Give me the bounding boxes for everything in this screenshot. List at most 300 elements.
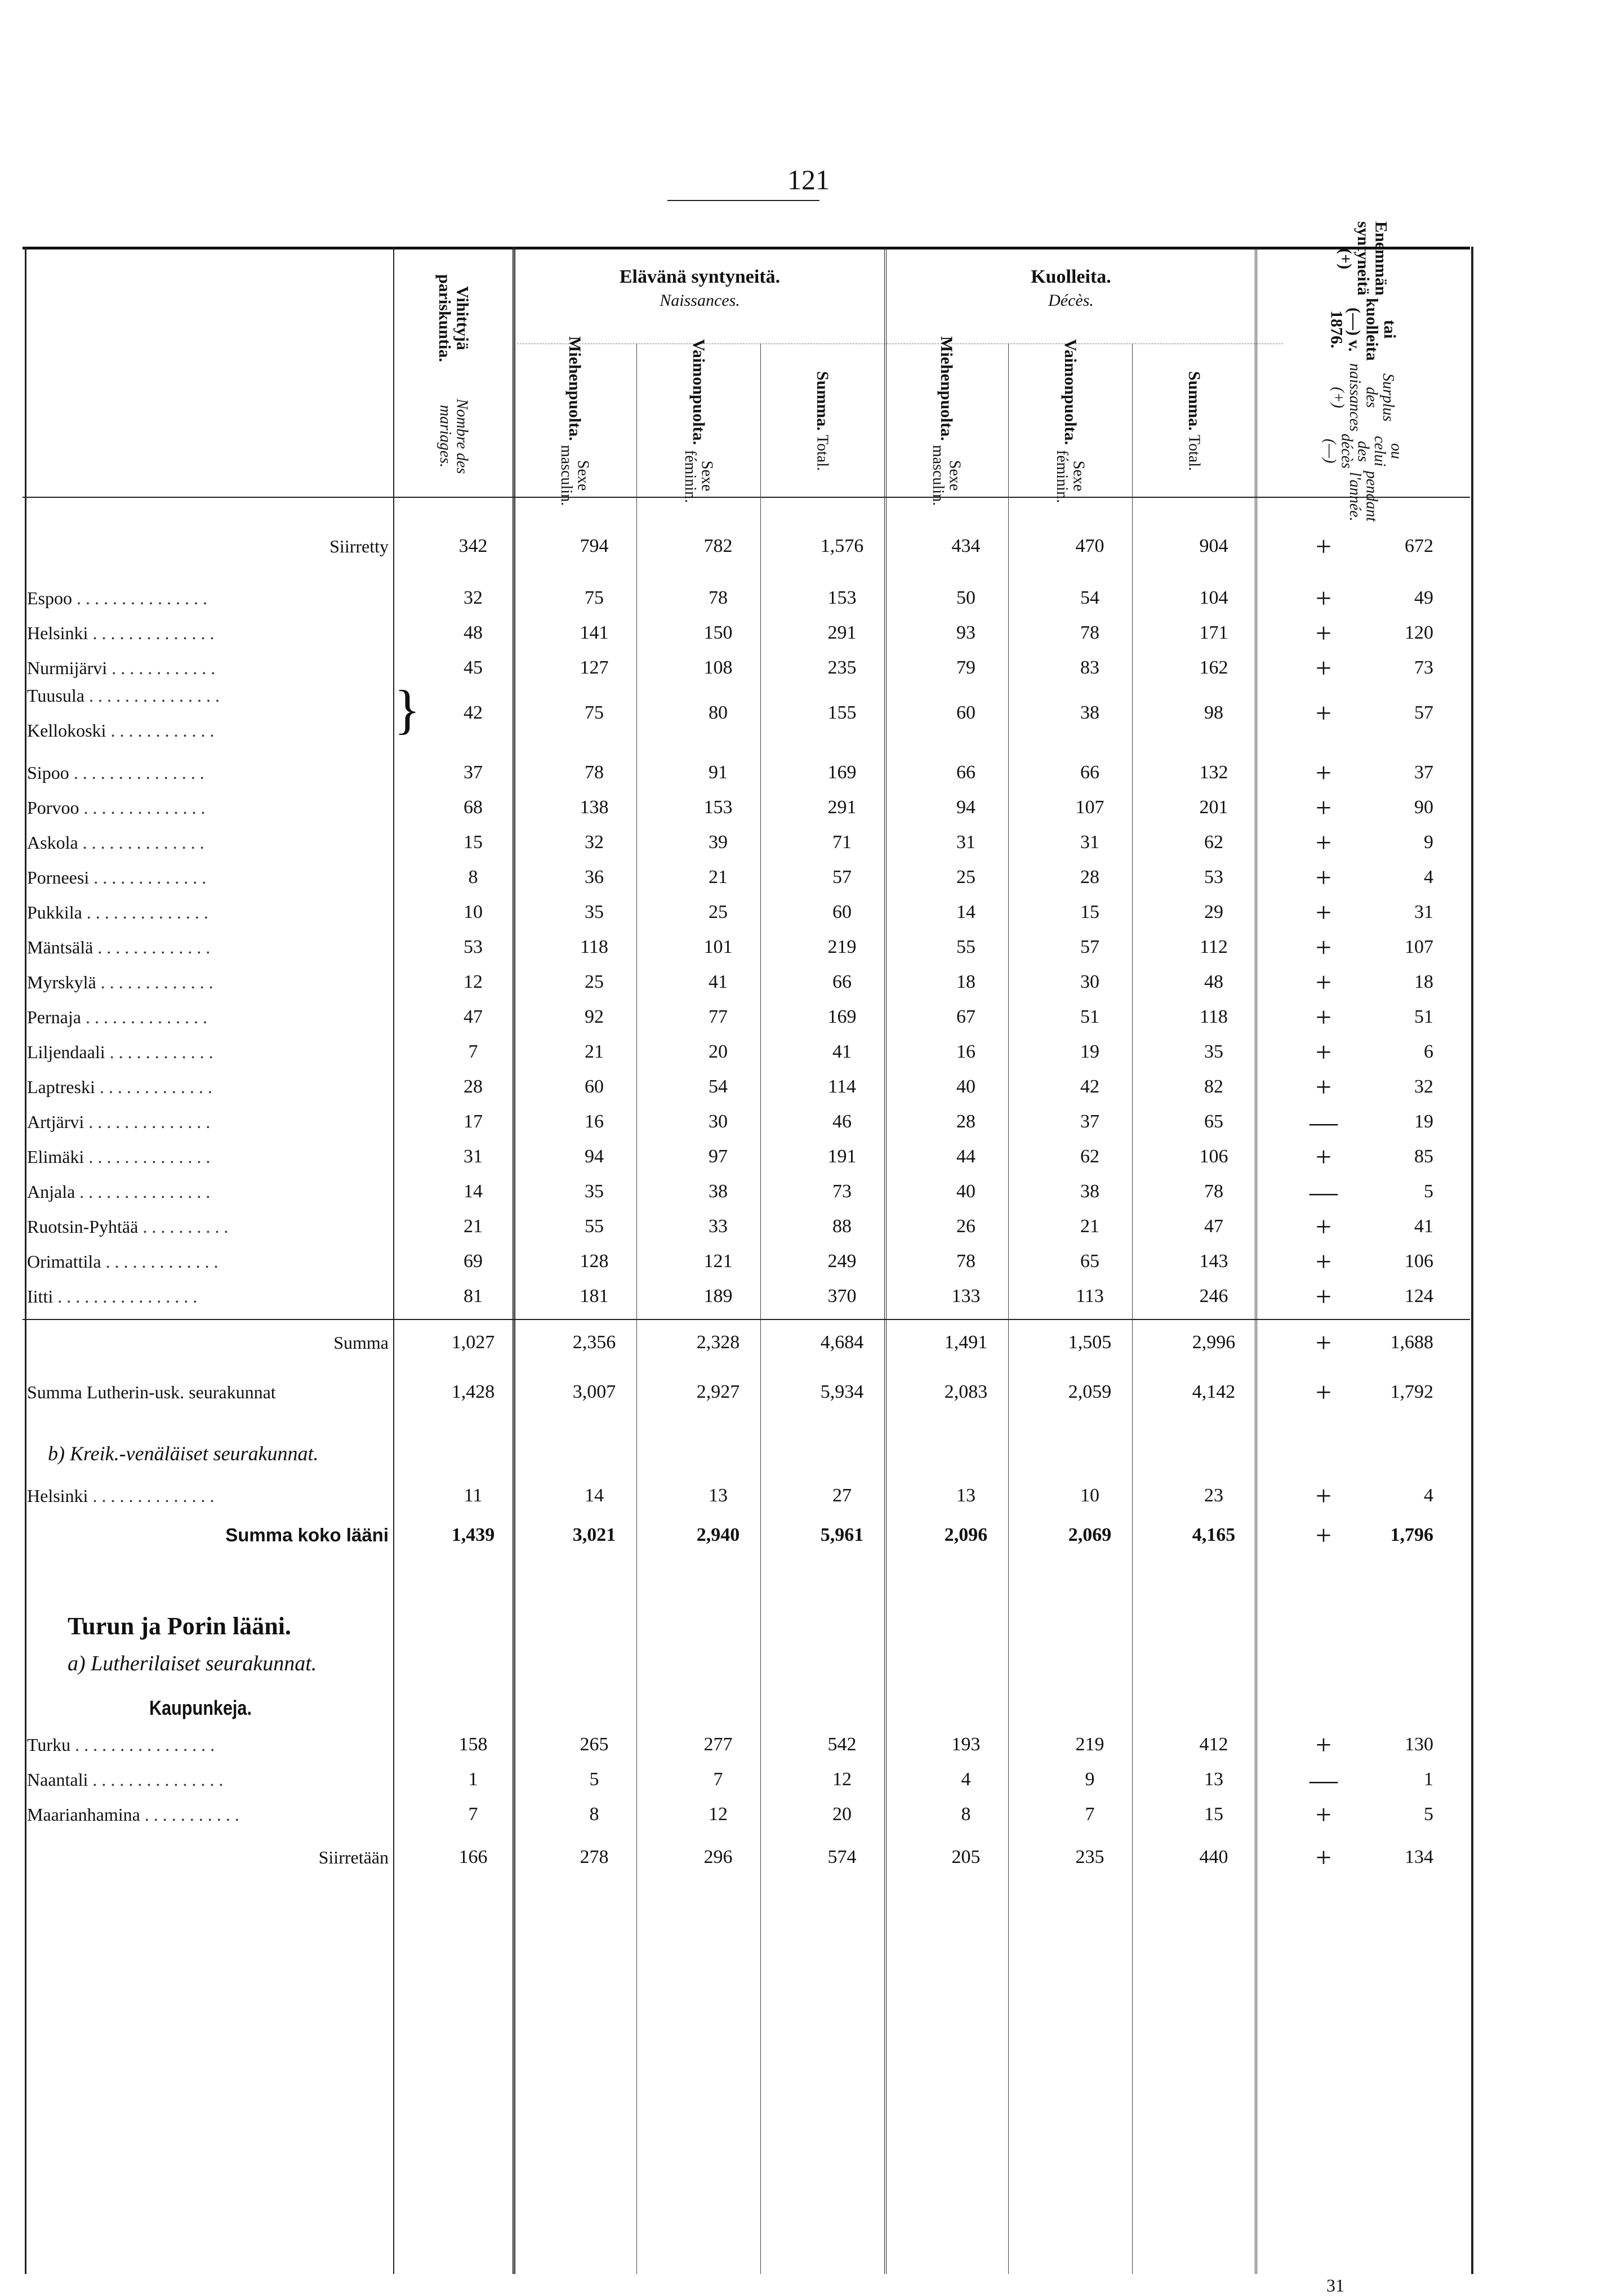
table-row [0,1764,1617,1795]
cell-deaths-female: 107 [1075,797,1104,818]
cell-births-male: 60 [585,1076,604,1097]
cell-births-total: 1,576 [820,536,864,556]
table-row [0,1246,1617,1277]
surplus-value: 107 [1405,937,1433,957]
cell-deaths-female: 21 [1080,1216,1099,1237]
cell-marriages: 166 [458,1847,488,1867]
cell-marriages: 10 [464,902,483,922]
cell-births-female: 7 [713,1769,723,1790]
table-row [0,862,1617,893]
table-row [0,1799,1617,1830]
header-births-total: Summa. Total. [813,371,832,471]
cell-deaths-female: 1,505 [1068,1332,1112,1353]
cell-deaths-total: 62 [1204,832,1223,853]
cell-marriages: 8 [468,867,478,888]
cell-marriages: 12 [464,971,483,992]
surplus-value: 73 [1414,657,1433,678]
surplus-sign: + [1315,931,1332,963]
header-surplus: Enemmän syntyneitä (+) tai kuolleita (—) v. 1876. Surplus des naissances (+) ou celui des décès (—) pendant l'année. [1321,221,1405,522]
cell-marriages: 31 [464,1146,483,1167]
cell-births-total: 542 [827,1734,857,1755]
cell-births-total: 46 [832,1111,852,1132]
row-label: Summa Lutherin-usk. seurakunnat [27,1382,276,1402]
surplus-sign: — [1309,1176,1338,1207]
row-label: Maarianhamina . . . . . . . . . . . [27,1804,239,1825]
cell-deaths-total: 78 [1204,1181,1223,1202]
table-row [0,1036,1617,1068]
surplus-value: 37 [1414,762,1433,783]
cell-marriages: 11 [464,1485,483,1506]
cell-deaths-female: 470 [1075,536,1104,556]
cell-marriages: 7 [468,1041,478,1062]
cell-deaths-total: 4,165 [1192,1524,1236,1545]
cell-marriages: 17 [464,1111,483,1132]
cell-deaths-female: 15 [1080,902,1099,922]
cell-deaths-total: 143 [1199,1251,1228,1272]
cell-births-female: 25 [709,902,728,922]
row-label: Summa [333,1332,389,1353]
header-births: Elävänä syntyneitä. Naissances. [619,266,781,310]
cell-births-male: 75 [585,587,604,608]
cell-deaths-total: 4,142 [1192,1381,1236,1402]
table-row [0,1001,1617,1033]
cell-births-female: 30 [709,1111,728,1132]
table-top-rule [23,247,1470,249]
cell-marriages: 48 [464,622,483,643]
surplus-sign: + [1315,617,1332,649]
cell-deaths-female: 42 [1080,1076,1099,1097]
surplus-value: 85 [1414,1146,1433,1167]
cell-births-male: 14 [585,1485,604,1506]
table-row [0,1176,1617,1207]
row-label: Laptreski . . . . . . . . . . . . . [27,1077,212,1097]
row-label: Helsinki . . . . . . . . . . . . . . [27,1486,215,1506]
surplus-sign: + [1315,1211,1332,1242]
cell-births-female: 108 [703,657,733,678]
surplus-sign: + [1315,757,1332,788]
cell-births-total: 20 [832,1804,852,1825]
cell-marriages: 69 [464,1251,483,1272]
cell-births-male: 794 [580,536,609,556]
cell-marriages: 68 [464,797,483,818]
cell-marriages: 81 [464,1286,483,1307]
cell-births-male: 94 [585,1146,604,1167]
table-row [0,1071,1617,1103]
cell-marriages: 47 [464,1006,483,1027]
cell-deaths-male: 94 [956,797,975,818]
cell-deaths-male: 16 [956,1041,975,1062]
cell-births-total: 5,934 [820,1381,864,1402]
cell-deaths-total: 118 [1200,1006,1228,1027]
cell-marriages: 42 [464,702,483,723]
cell-births-female: 153 [703,797,733,818]
row-label: Tuusula . . . . . . . . . . . . . . . [27,685,220,706]
surplus-value: 18 [1414,971,1433,992]
cell-deaths-female: 219 [1075,1734,1104,1755]
cell-deaths-female: 9 [1085,1769,1095,1790]
cell-deaths-total: 412 [1199,1734,1228,1755]
cell-deaths-total: 171 [1199,622,1228,643]
surplus-value: 9 [1424,832,1433,853]
row-label: Anjala . . . . . . . . . . . . . . . [27,1182,211,1202]
cell-marriages: 28 [464,1076,483,1097]
section-kaupunkeja: Kaupunkeja. [149,1696,252,1719]
table-row [0,827,1617,858]
table-row [0,1106,1617,1138]
row-label: Orimattila . . . . . . . . . . . . . [27,1251,219,1272]
cell-deaths-male: 8 [961,1804,971,1825]
cell-births-female: 20 [709,1041,728,1062]
surplus-value: 124 [1405,1286,1433,1307]
surplus-sign: + [1315,697,1332,729]
cell-births-total: 73 [832,1181,852,1202]
surplus-sign: + [1315,966,1332,998]
table-row [0,1141,1617,1172]
brace-icon: } [394,679,421,739]
row-label: Porvoo . . . . . . . . . . . . . . [27,797,206,818]
cell-births-total: 291 [827,797,857,818]
section-lutherilaiset: a) Lutherilaiset seurakunnat. [68,1652,317,1675]
surplus-sign: + [1315,530,1332,562]
cell-deaths-total: 162 [1199,657,1228,678]
row-label: Ruotsin-Pyhtää . . . . . . . . . . [27,1216,229,1237]
cell-births-total: 114 [828,1076,856,1097]
row-label: Myrskylä . . . . . . . . . . . . . [27,972,213,992]
cell-deaths-female: 62 [1080,1146,1099,1167]
cell-marriages: 1,027 [451,1332,495,1353]
footer-number: 31 [1326,2275,1344,2295]
cell-deaths-female: 78 [1080,622,1099,643]
surplus-value: 130 [1405,1734,1433,1755]
surplus-value: 1 [1424,1769,1433,1790]
row-label: Sipoo . . . . . . . . . . . . . . . [27,763,204,783]
surplus-sign: + [1315,1036,1332,1068]
surplus-value: 41 [1414,1216,1433,1237]
page-number: 121 [787,164,830,195]
cell-deaths-male: 26 [956,1216,975,1237]
row-label: Iitti . . . . . . . . . . . . . . . . [27,1286,198,1307]
header-births-female: Vaimonpuolta. Sexe féminin. [681,339,716,503]
surplus-value: 4 [1424,867,1433,888]
surplus-value: 672 [1405,536,1433,556]
cell-deaths-male: 66 [956,762,975,783]
cell-deaths-female: 113 [1076,1286,1104,1307]
cell-deaths-male: 434 [951,536,981,556]
cell-deaths-total: 132 [1199,762,1228,783]
row-label: Siirretään [318,1847,389,1867]
cell-births-female: 77 [709,1006,728,1027]
surplus-sign: + [1315,827,1332,858]
row-label: Summa koko lääni [225,1524,389,1545]
surplus-value: 4 [1424,1485,1433,1506]
cell-births-total: 66 [832,971,852,992]
cell-births-female: 782 [703,536,733,556]
table-row [0,1480,1617,1512]
cell-deaths-total: 440 [1199,1847,1228,1867]
cell-deaths-total: 2,996 [1192,1332,1236,1353]
surplus-sign: + [1315,1001,1332,1033]
surplus-sign: — [1309,1764,1338,1795]
surplus-sign: + [1315,1281,1332,1312]
table-row [0,1327,1617,1358]
header-deaths-female: Vaimonpuolta. Sexe féminin. [1053,339,1088,503]
cell-deaths-female: 7 [1085,1804,1095,1825]
row-label: Pernaja . . . . . . . . . . . . . . [27,1007,207,1027]
table-row [0,1376,1617,1408]
cell-births-male: 78 [585,762,604,783]
cell-deaths-male: 25 [956,867,975,888]
cell-births-total: 574 [827,1847,857,1867]
cell-deaths-male: 31 [956,832,975,853]
header-marriages: Vihittyjä pariskuntia. Nombre des mariages. [435,274,472,474]
cell-deaths-male: 79 [956,657,975,678]
cell-deaths-total: 53 [1204,867,1223,888]
cell-deaths-total: 65 [1204,1111,1223,1132]
cell-marriages: 1 [468,1769,478,1790]
summa-rule [23,1319,1470,1320]
table-row [0,966,1617,998]
cell-marriages: 37 [464,762,483,783]
cell-births-male: 5 [589,1769,599,1790]
surplus-sign: + [1315,1376,1332,1408]
cell-births-total: 27 [832,1485,852,1506]
page-number-rule [667,200,819,201]
cell-births-total: 235 [827,657,857,678]
cell-births-male: 36 [585,867,604,888]
surplus-value: 90 [1414,797,1433,818]
row-label: Mäntsälä . . . . . . . . . . . . . [27,937,211,957]
cell-births-total: 41 [832,1041,852,1062]
table-row [0,1211,1617,1242]
cell-births-total: 155 [827,702,857,723]
header-deaths-male: Miehenpuolta. Sexe masculin. [929,336,964,506]
row-label: Elimäki . . . . . . . . . . . . . . [27,1147,211,1167]
cell-births-female: 80 [709,702,728,723]
cell-births-total: 191 [827,1146,857,1167]
cell-births-male: 21 [585,1041,604,1062]
table-row [0,757,1617,788]
surplus-value: 31 [1414,902,1433,922]
surplus-sign: + [1315,582,1332,614]
cell-births-total: 153 [827,587,857,608]
table-row [0,617,1617,649]
cell-births-female: 54 [709,1076,728,1097]
cell-births-female: 2,927 [696,1381,740,1402]
cell-births-male: 55 [585,1216,604,1237]
surplus-value: 134 [1405,1847,1433,1867]
cell-deaths-total: 48 [1204,971,1223,992]
cell-deaths-male: 78 [956,1251,975,1272]
cell-births-female: 189 [703,1286,733,1307]
cell-deaths-male: 193 [951,1734,981,1755]
cell-deaths-male: 1,491 [944,1332,988,1353]
cell-births-female: 39 [709,832,728,853]
surplus-value: 57 [1414,702,1433,723]
cell-deaths-female: 38 [1080,1181,1099,1202]
cell-deaths-male: 67 [956,1006,975,1027]
surplus-sign: + [1315,1842,1332,1873]
cell-deaths-total: 29 [1204,902,1223,922]
cell-deaths-male: 13 [956,1485,975,1506]
row-label: Porneesi . . . . . . . . . . . . . [27,867,207,888]
cell-deaths-female: 65 [1080,1251,1099,1272]
cell-deaths-total: 15 [1204,1804,1223,1825]
surplus-value: 5 [1424,1804,1433,1825]
surplus-value: 6 [1424,1041,1433,1062]
cell-deaths-total: 47 [1204,1216,1223,1237]
header-deaths: Kuolleita. Décès. [1031,266,1111,310]
surplus-value: 49 [1414,587,1433,608]
table-row [0,1729,1617,1760]
table-row [0,897,1617,928]
cell-deaths-total: 246 [1199,1286,1228,1307]
cell-deaths-male: 93 [956,622,975,643]
table-row [0,792,1617,823]
cell-deaths-male: 133 [951,1286,981,1307]
table-row [0,1519,1617,1551]
cell-deaths-male: 2,096 [944,1524,988,1545]
cell-deaths-female: 28 [1080,867,1099,888]
cell-marriages: 21 [464,1216,483,1237]
cell-births-total: 4,684 [820,1332,864,1353]
cell-births-female: 2,940 [696,1524,740,1545]
cell-deaths-female: 51 [1080,1006,1099,1027]
cell-births-total: 169 [827,762,857,783]
row-label: Helsinki . . . . . . . . . . . . . . [27,623,215,643]
cell-deaths-female: 37 [1080,1111,1099,1132]
surplus-sign: + [1315,792,1332,823]
surplus-value: 19 [1414,1111,1433,1132]
cell-births-female: 2,328 [696,1332,740,1353]
section-kreik: b) Kreik.-venäläiset seurakunnat. [48,1442,319,1465]
surplus-sign: — [1309,1106,1338,1138]
cell-deaths-total: 112 [1200,937,1228,957]
cell-births-male: 3,021 [572,1524,616,1545]
cell-deaths-female: 54 [1080,587,1099,608]
table-row [0,1842,1617,1873]
cell-births-female: 38 [709,1181,728,1202]
cell-marriages: 14 [464,1181,483,1202]
surplus-value: 5 [1424,1181,1433,1202]
cell-marriages: 45 [464,657,483,678]
cell-deaths-male: 2,083 [944,1381,988,1402]
cell-deaths-female: 10 [1080,1485,1099,1506]
surplus-sign: + [1315,652,1332,684]
cell-births-male: 278 [580,1847,609,1867]
cell-deaths-female: 19 [1080,1041,1099,1062]
cell-deaths-male: 205 [951,1847,981,1867]
cell-deaths-female: 57 [1080,937,1099,957]
cell-deaths-female: 38 [1080,702,1099,723]
cell-deaths-male: 14 [956,902,975,922]
header-births-male: Miehenpuolta. Sexe masculin. [558,336,592,506]
cell-marriages: 7 [468,1804,478,1825]
row-label: Liljendaali . . . . . . . . . . . . [27,1042,213,1062]
surplus-value: 32 [1414,1076,1433,1097]
surplus-sign: + [1315,1799,1332,1830]
cell-births-total: 57 [832,867,852,888]
cell-births-male: 75 [585,702,604,723]
cell-deaths-total: 13 [1204,1769,1223,1790]
surplus-value: 106 [1405,1251,1433,1272]
header-deaths-total: Summa. Total. [1184,371,1204,471]
surplus-value: 120 [1405,622,1433,643]
cell-deaths-male: 4 [961,1769,971,1790]
table-row [0,582,1617,614]
cell-births-female: 12 [709,1804,728,1825]
cell-marriages: 1,439 [451,1524,495,1545]
cell-births-male: 128 [580,1251,609,1272]
cell-births-male: 8 [589,1804,599,1825]
cell-births-total: 249 [827,1251,857,1272]
cell-births-total: 370 [827,1286,857,1307]
row-label: Naantali . . . . . . . . . . . . . . . [27,1769,224,1790]
row-label: Pukkila . . . . . . . . . . . . . . [27,902,208,922]
cell-births-male: 92 [585,1006,604,1027]
cell-births-male: 25 [585,971,604,992]
cell-deaths-male: 60 [956,702,975,723]
cell-births-total: 12 [832,1769,852,1790]
cell-births-male: 127 [580,657,609,678]
cell-births-total: 88 [832,1216,852,1237]
cell-births-female: 150 [703,622,733,643]
cell-marriages: 158 [458,1734,488,1755]
row-label: Turku . . . . . . . . . . . . . . . . [27,1735,215,1755]
row-label: Siirretty [329,536,389,556]
cell-deaths-male: 44 [956,1146,975,1167]
surplus-value: 1,688 [1390,1332,1433,1353]
cell-deaths-female: 30 [1080,971,1099,992]
table-row [0,931,1617,963]
cell-births-male: 118 [580,937,608,957]
cell-marriages: 15 [464,832,483,853]
cell-births-female: 78 [709,587,728,608]
cell-births-total: 60 [832,902,852,922]
cell-births-male: 265 [580,1734,609,1755]
cell-deaths-male: 18 [956,971,975,992]
table-row [0,1281,1617,1312]
row-label: Askola . . . . . . . . . . . . . . [27,832,204,853]
cell-births-male: 2,356 [572,1332,616,1353]
cell-births-total: 219 [827,937,857,957]
cell-births-total: 291 [827,622,857,643]
cell-births-female: 277 [703,1734,733,1755]
cell-births-female: 21 [709,867,728,888]
cell-births-female: 101 [703,937,733,957]
cell-deaths-male: 40 [956,1076,975,1097]
row-label: Artjärvi . . . . . . . . . . . . . . [27,1112,211,1132]
cell-deaths-male: 28 [956,1111,975,1132]
surplus-value: 51 [1414,1006,1433,1027]
cell-births-male: 32 [585,832,604,853]
cell-births-male: 35 [585,1181,604,1202]
cell-births-female: 97 [709,1146,728,1167]
cell-births-female: 121 [703,1251,733,1272]
surplus-sign: + [1315,1246,1332,1277]
cell-births-female: 91 [709,762,728,783]
surplus-sign: + [1315,862,1332,893]
cell-births-male: 181 [580,1286,609,1307]
cell-births-female: 296 [703,1847,733,1867]
cell-deaths-total: 35 [1204,1041,1223,1062]
cell-deaths-total: 23 [1204,1485,1223,1506]
row-label: Nurmijärvi . . . . . . . . . . . . [27,658,216,678]
cell-deaths-female: 66 [1080,762,1099,783]
cell-births-total: 169 [827,1006,857,1027]
cell-births-total: 71 [832,832,852,853]
cell-births-male: 141 [580,622,609,643]
cell-deaths-total: 201 [1199,797,1228,818]
